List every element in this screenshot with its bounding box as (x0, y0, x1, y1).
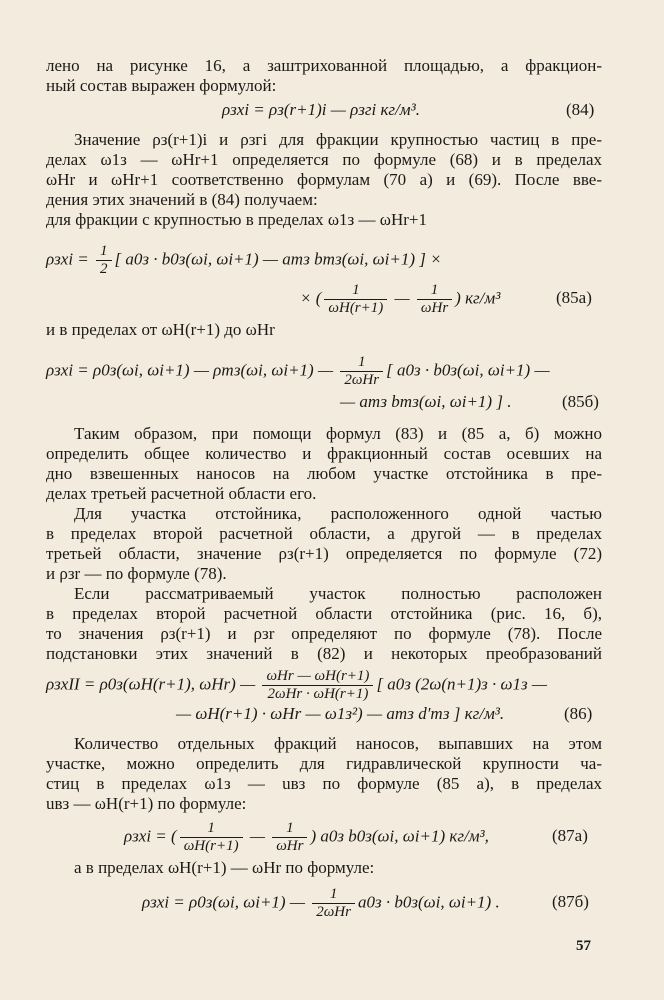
equation-85a-line2 (300, 282, 500, 317)
equation-mid: — (390, 288, 414, 308)
fraction-denominator: 2ωHr · ωH(r+1) (267, 686, 369, 702)
text-line: Для участка отстойника, расположенного одной частью (74, 504, 602, 523)
equation-lhs: ρзхi = ρ0з(ωi, ωi+1) — ρтз(ωi, ωi+1) — (46, 360, 338, 380)
equation-86-line2: — ωH(r+1) · ωHr — ω1з²) — aтз d′тз ] кг/м³. (176, 704, 505, 723)
fraction-denominator: ωH(r+1) (328, 300, 384, 316)
equation-lhs: ρзхi = ( (124, 826, 177, 846)
equation-lhs: ρзхII = ρ0з(ωH(r+1), ωHr) — (46, 674, 260, 694)
equation-number: (87б) (552, 892, 589, 911)
fraction-numerator: 1 (180, 820, 243, 838)
fraction (96, 243, 112, 278)
equation-85b-line2: — aтз bтз(ωi, ωi+1) ] . (340, 392, 512, 411)
fraction-denominator: 2ωHr (316, 904, 351, 920)
text-line: дно взвешенных наносов на любом участке отстойника в пре- (46, 464, 602, 483)
fraction-denominator: 2 (100, 261, 108, 277)
text-line: для фракции с крупностью в пределах ω1з — ωHr+1 (46, 210, 427, 229)
fraction-denominator: 2ωHr (344, 372, 380, 388)
text-line: делах третьей расчетной области его. (46, 484, 317, 503)
text-line: и ρзr — по формуле (78). (46, 564, 227, 583)
text-line: Таким образом, при помощи формул (83) и (85 а, б) можно (74, 424, 602, 443)
equation-84: ρзхi = ρз(r+1)i — ρзгi кг/м³. (222, 100, 420, 119)
equation-mid: — (245, 826, 270, 846)
equation-body: [ a0з (2ω(n+1)з · ω1з — (376, 674, 548, 694)
equation-87b (142, 886, 500, 921)
fraction-numerator: ωHr — ωH(r+1) (262, 668, 373, 686)
text-line: а в пределах ωH(r+1) — ωHr по формуле: (74, 858, 375, 877)
fraction (272, 820, 307, 855)
fraction (324, 282, 387, 317)
equation-tail: ) кг/м³ (455, 288, 501, 308)
text-line: то значения ρз(r+1) и ρзr определяют по формуле (78). После (46, 624, 602, 643)
equation-86-line1 (46, 668, 547, 703)
fraction-denominator: ωHr (420, 300, 449, 316)
fraction (312, 886, 355, 921)
text-line: uвз — ωH(r+1) по формуле: (46, 794, 247, 813)
text-line: третьей области, значение ρз(r+1) определяется по формуле (72) (46, 544, 602, 563)
fraction (180, 820, 243, 855)
text-line: участке, можно определить для гидравлической крупности ча- (46, 754, 602, 773)
fraction (417, 282, 452, 317)
equation-lhs: ρзхi = (46, 249, 94, 269)
text-line: и в пределах от ωH(r+1) до ωHr (46, 320, 275, 339)
fraction (262, 668, 373, 703)
equation-number: (87а) (552, 826, 588, 845)
text-line: делах ω1з — ωHr+1 определяется по формуле (68) и в пределах (46, 150, 602, 169)
equation-number: (84) (566, 100, 595, 119)
text-line: определить общее количество и фракционный состав осевших на (46, 444, 602, 463)
text-line: лено на рисунке 16, а заштрихованной площадью, а фракцион- (46, 56, 602, 75)
text-line: подстановки этих значений в (82) и некоторых преобразований (46, 644, 602, 663)
fraction-denominator: ωHr (276, 838, 304, 854)
text-line: в пределах второй расчетной области, а другой — в пределах (46, 524, 602, 543)
equation-number: (86) (564, 704, 593, 723)
text-line: дения этих значений в (84) получаем: (46, 190, 318, 209)
fraction-numerator: 1 (417, 282, 452, 300)
fraction-numerator: 1 (96, 243, 112, 261)
page-number: 57 (576, 938, 591, 954)
text-line: в пределах второй расчетной области отстойника (рис. 16, б), (46, 604, 602, 623)
text-line: ωHr и ωHr+1 соответственно формулам (70 а) и (69). После вве- (46, 170, 602, 189)
equation-tail: a0з · b0з(ωi, ωi+1) . (357, 892, 500, 912)
text-line: Значение ρз(r+1)i и ρзгi для фракции крупностью частиц в пре- (74, 130, 602, 149)
equation-body: [ a0з · b0з(ωi, ωi+1) — (386, 360, 550, 380)
equation-85b-line1 (46, 354, 550, 389)
fraction-numerator: 1 (272, 820, 307, 838)
equation-number: (85а) (556, 288, 592, 307)
fraction (340, 354, 383, 389)
equation-tail: ) a0з b0з(ωi, ωi+1) кг/м³, (310, 826, 489, 846)
equation-number: (85б) (562, 392, 599, 411)
fraction-numerator: 1 (340, 354, 383, 372)
equation-lhs: ρзхi = ρ0з(ωi, ωi+1) — (142, 892, 310, 912)
fraction-numerator: 1 (324, 282, 387, 300)
equation-lead: × ( (300, 288, 322, 308)
equation-body: [ a0з · b0з(ωi, ωi+1) — aтз bтз(ωi, ωi+1) ] × (114, 249, 442, 269)
fraction-denominator: ωH(r+1) (183, 838, 239, 854)
equation-87a (124, 820, 489, 855)
text-line: ный состав выражен формулой: (46, 76, 277, 95)
fraction-numerator: 1 (312, 886, 355, 904)
text-line: Если рассматриваемый участок полностью расположен (74, 584, 602, 603)
text-line: Количество отдельных фракций наносов, выпавших на этом (74, 734, 602, 753)
text-line: стиц в пределах ω1з — uвз по формуле (85 а), в пределах (46, 774, 602, 793)
equation-85a-line1 (46, 243, 442, 278)
